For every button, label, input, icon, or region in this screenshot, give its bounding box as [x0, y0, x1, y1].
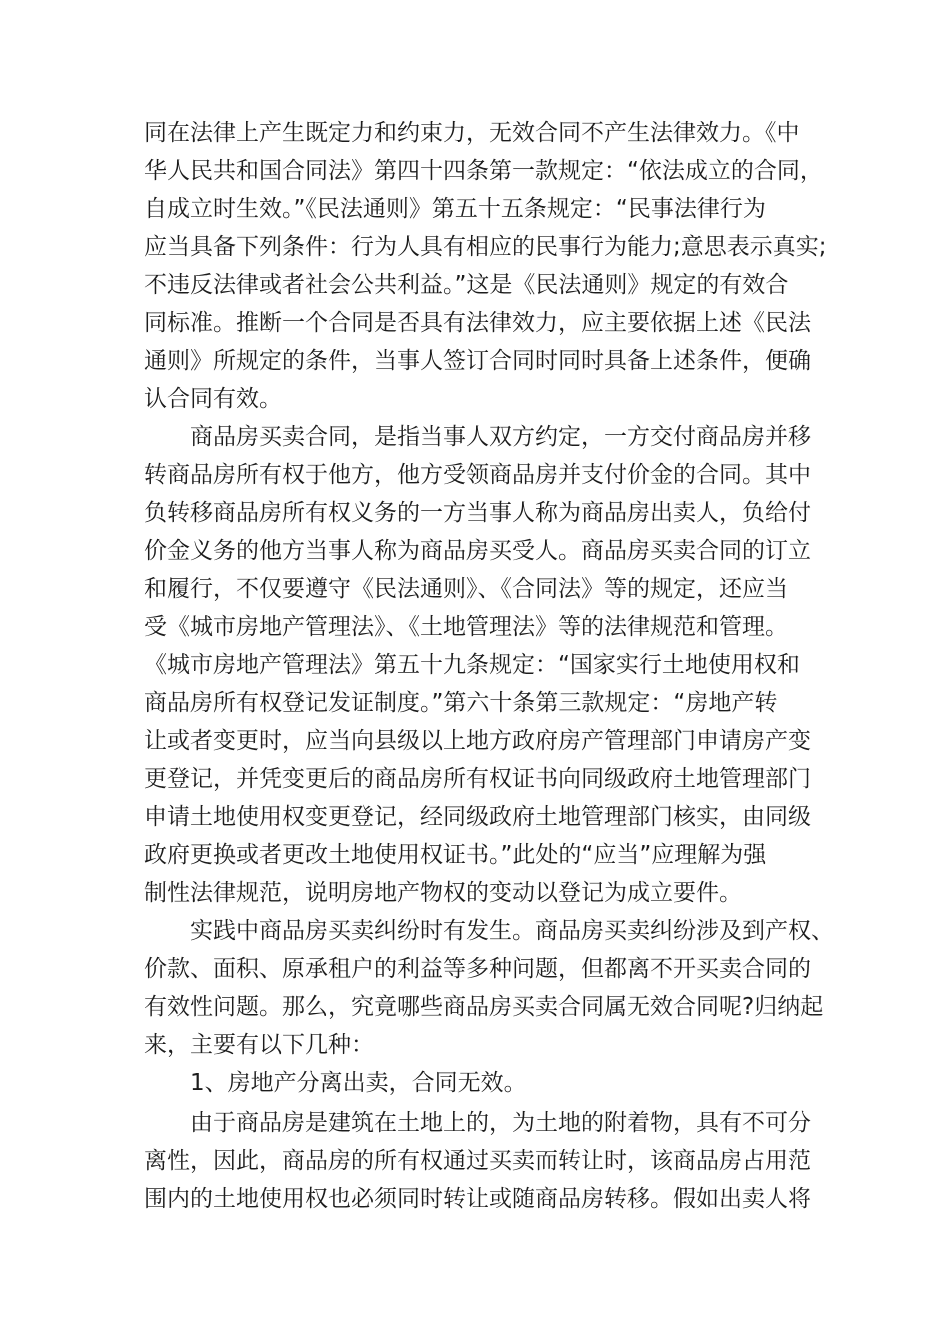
text-line: 负转移商品房所有权义务的一方当事人称为商品房出卖人，负给付: [144, 500, 811, 526]
paragraph-first-line: 商品房买卖合同，是指当事人双方约定，一方交付商品房并移: [190, 424, 811, 450]
text-line: 商品房所有权登记发证制度。”第六十条第三款规定：“房地产转: [144, 690, 778, 716]
paragraph-first-line: 实践中商品房买卖纠纷时有发生。商品房买卖纠纷涉及到产权、: [190, 918, 834, 944]
text-line: 价金义务的他方当事人称为商品房买受人。商品房买卖合同的订立: [144, 538, 811, 564]
text-line: 转商品房所有权于他方，他方受领商品房并支付价金的合同。其中: [144, 462, 811, 488]
text-line: 不违反法律或者社会公共利益。”这是《民法通则》规定的有效合: [144, 272, 789, 298]
text-line: 制性法律规范，说明房地产物权的变动以登记为成立要件。: [144, 880, 742, 906]
text-line: 和履行，不仅要遵守《民法通则》、《合同法》等的规定，还应当: [144, 576, 788, 602]
text-line: 华人民共和国合同法》第四十四条第一款规定：“依法成立的合同，: [144, 158, 823, 184]
text-line: 同标准。推断一个合同是否具有法律效力，应主要依据上述《民法: [144, 310, 811, 336]
text-line: 更登记，并凭变更后的商品房所有权证书向同级政府土地管理部门: [144, 766, 811, 792]
section-heading: 1、房地产分离出卖，合同无效。: [190, 1070, 527, 1096]
text-line: 离性，因此，商品房的所有权通过买卖而转让时，该商品房占用范: [144, 1148, 811, 1174]
text-line: 通则》所规定的条件，当事人签订合同时同时具备上述条件，便确: [144, 348, 811, 374]
text-line: 有效性问题。那么，究竟哪些商品房买卖合同属无效合同呢?归纳起: [144, 994, 824, 1020]
text-line: 《城市房地产管理法》第五十九条规定：“国家实行土地使用权和: [144, 652, 800, 678]
text-line: 自成立时生效。”《民法通则》第五十五条规定：“民事法律行为: [144, 196, 766, 222]
text-line: 围内的土地使用权也必须同时转让或随商品房转移。假如出卖人将: [144, 1186, 811, 1212]
text-line: 应当具备下列条件：行为人具有相应的民事行为能力;意思表示真实;: [144, 234, 827, 260]
paragraph-first-line: 由于商品房是建筑在土地上的，为土地的附着物，具有不可分: [190, 1110, 811, 1136]
text-line: 认合同有效。: [144, 386, 282, 412]
text-line: 价款、面积、原承租户的利益等多种问题，但都离不开买卖合同的: [144, 956, 811, 982]
text-line: 政府更换或者更改土地使用权证书。”此处的“应当”应理解为强: [144, 842, 767, 868]
text-line: 让或者变更时，应当向县级以上地方政府房产管理部门申请房产变: [144, 728, 811, 754]
text-line: 同在法律上产生既定力和约束力，无效合同不产生法律效力。《中: [144, 120, 800, 146]
text-line: 来，主要有以下几种：: [144, 1032, 374, 1058]
text-line: 受《城市房地产管理法》、《土地管理法》等的法律规范和管理。: [144, 614, 788, 640]
text-line: 申请土地使用权变更登记，经同级政府土地管理部门核实，由同级: [144, 804, 811, 830]
